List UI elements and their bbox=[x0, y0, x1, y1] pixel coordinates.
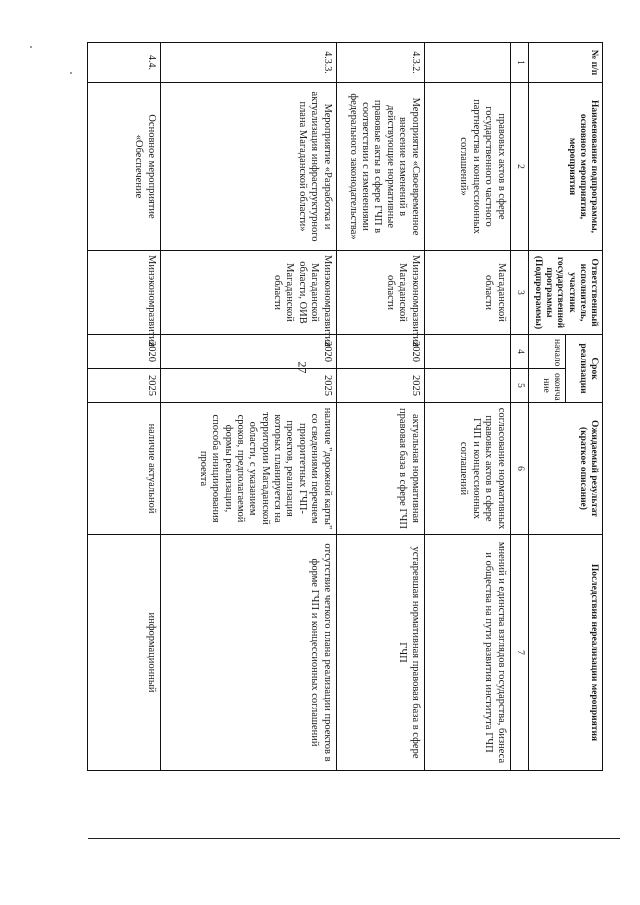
table-row bbox=[88, 43, 161, 771]
row-result: наличие "дорожной карты" со сведениями перечнем приоритетных ГЧП-проектов, реализация которых планируется на территории Магаданской области, с указанием сроков, предполагаемой формы реализации, способа инициирования проекта bbox=[160, 403, 336, 535]
row-consequence: мнений и единства взглядов государства, бизнеса и общества на пути развития института ГЧП bbox=[424, 535, 510, 771]
scan-speck bbox=[70, 72, 72, 74]
table-row bbox=[336, 43, 424, 771]
header-consequence: Последствия нереализации мероприятия bbox=[528, 535, 602, 771]
header-name: Наименование подпрограммы, основного мероприятия, мероприятия bbox=[528, 83, 602, 251]
program-activities-table bbox=[87, 42, 603, 771]
header-start: начало bbox=[528, 335, 565, 369]
column-number: 2 bbox=[510, 83, 528, 251]
rotated-table-container bbox=[87, 42, 603, 770]
row-end: 2025 bbox=[336, 369, 424, 403]
row-end: 2025 bbox=[160, 369, 336, 403]
column-number: 6 bbox=[510, 403, 528, 535]
row-executor: Минэкономразвития Магаданской области, ОИВ Магаданской области bbox=[160, 251, 336, 335]
scan-speck bbox=[30, 46, 32, 48]
row-result: наличие актуальной bbox=[88, 403, 161, 535]
table-row bbox=[424, 43, 510, 771]
header-row bbox=[565, 43, 602, 771]
row-consequence: отсутствие четкого плана реализации проектов в форме ГЧП и концессионных соглашений bbox=[160, 535, 336, 771]
column-number: 1 bbox=[510, 43, 528, 83]
header-term: Срок реализации bbox=[565, 335, 602, 403]
table-row bbox=[160, 43, 336, 771]
row-num bbox=[424, 43, 510, 83]
row-name: Мероприятие «Разработка и актуализация инфраструктурного плана Магаданской области» bbox=[160, 83, 336, 251]
page-bottom-rule bbox=[88, 838, 620, 839]
row-executor: Минэкономразвития Магаданской области bbox=[336, 251, 424, 335]
row-end bbox=[424, 369, 510, 403]
column-number-row bbox=[510, 43, 528, 771]
header-result: Ожидаемый результат (краткое описание) bbox=[528, 403, 602, 535]
row-executor: Магаданской области bbox=[424, 251, 510, 335]
row-name: Мероприятие «Своевременное внесение изменений в действующие нормативные правовые акты в сфере ГЧП в соответствии с изменениями федерального законодательства» bbox=[336, 83, 424, 251]
row-num: 4.4. bbox=[88, 43, 161, 83]
row-consequence: информационный bbox=[88, 535, 161, 771]
row-executor: Минэкономразвития bbox=[88, 251, 161, 335]
column-number: 3 bbox=[510, 251, 528, 335]
column-number: 5 bbox=[510, 369, 528, 403]
page-number: 27 bbox=[295, 361, 310, 374]
row-name: правовых актов в сфере государственного частного партнерства и концессионных соглашений» bbox=[424, 83, 510, 251]
header-executor: Ответственный исполнитель, участник государственной программы (Подпрограммы) bbox=[528, 251, 602, 335]
row-start: 2020 bbox=[160, 335, 336, 369]
column-number: 4 bbox=[510, 335, 528, 369]
row-start bbox=[424, 335, 510, 369]
row-result: актуальная нормативная правовая база в сфере ГЧП bbox=[336, 403, 424, 535]
row-consequence: устаревшая нормативная правовая база в сфере ГЧП bbox=[336, 535, 424, 771]
row-num: 4.3.2. bbox=[336, 43, 424, 83]
row-end: 2025 bbox=[88, 369, 161, 403]
row-start: 2020 bbox=[336, 335, 424, 369]
row-start: 2020 bbox=[88, 335, 161, 369]
header-end: оконча ние bbox=[528, 369, 565, 403]
row-num: 4.3.3. bbox=[160, 43, 336, 83]
column-number: 7 bbox=[510, 535, 528, 771]
header-num: № п/п bbox=[528, 43, 602, 83]
row-name: Основное мероприятие «Обеспечение bbox=[88, 83, 161, 251]
row-result: согласование нормативных правовых актов в сфере ГЧП и концессионных соглашений bbox=[424, 403, 510, 535]
